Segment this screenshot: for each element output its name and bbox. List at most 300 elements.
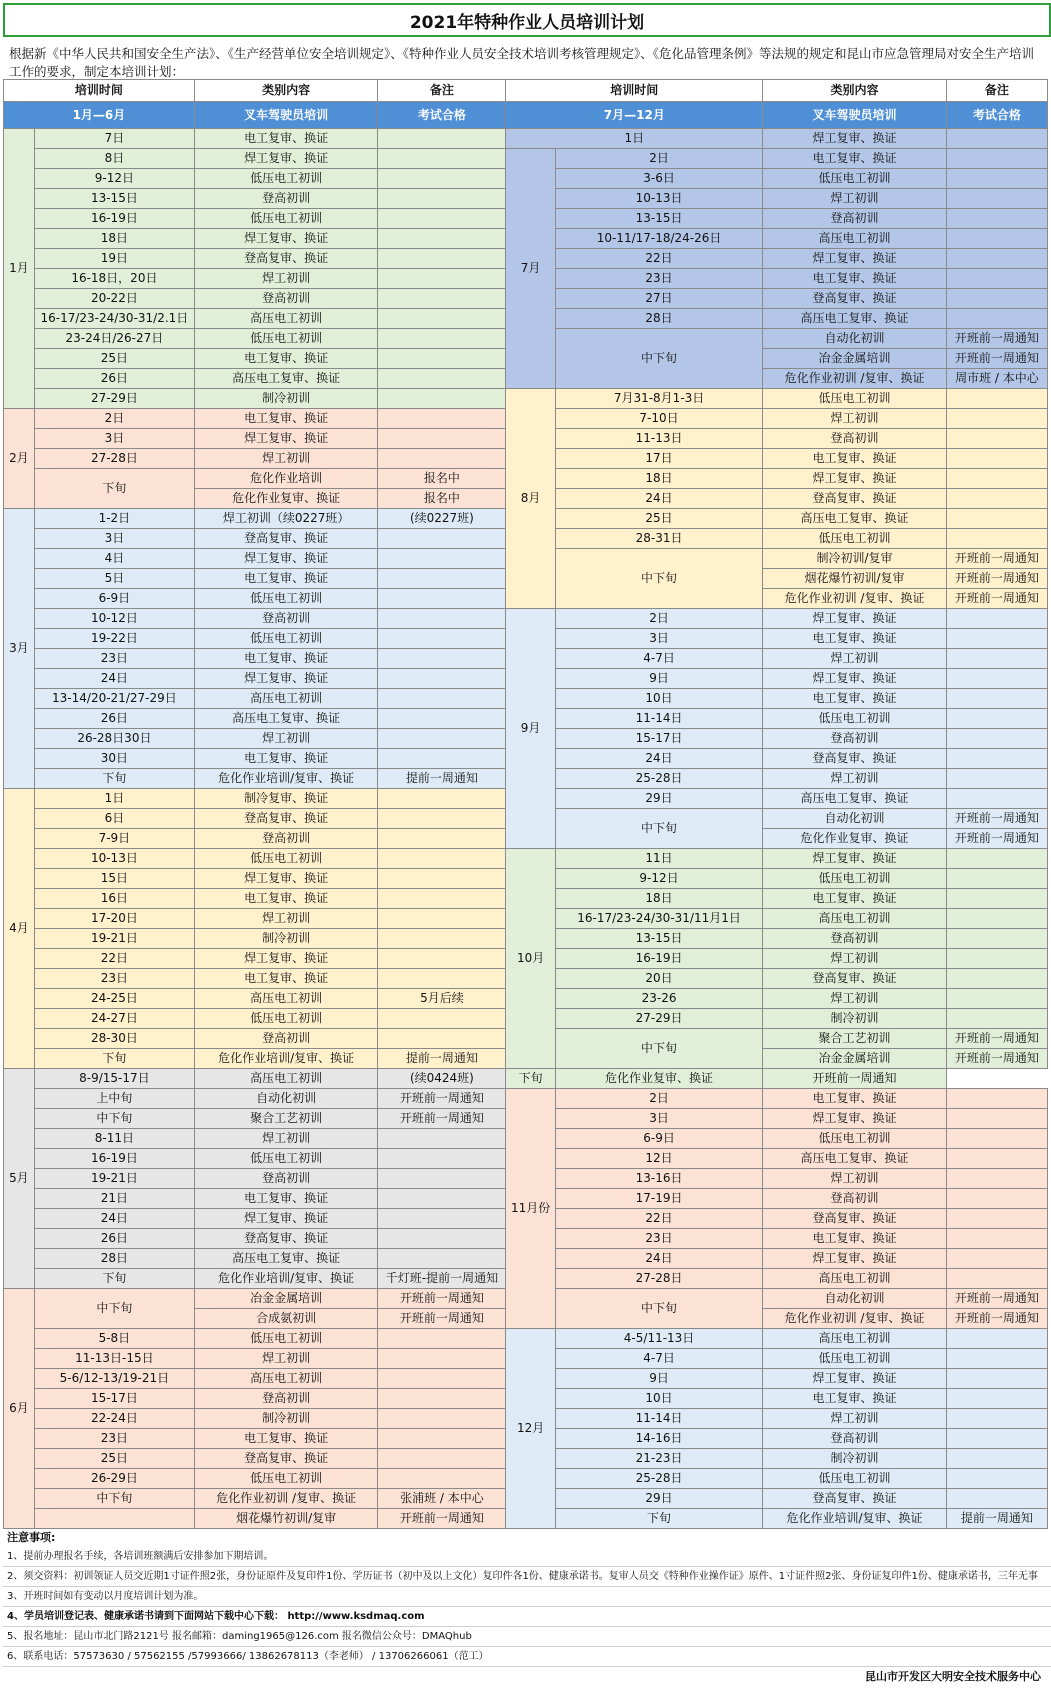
training-note-right bbox=[946, 449, 1047, 469]
training-date-left: 28日 bbox=[34, 1249, 194, 1269]
training-note-left bbox=[378, 1149, 506, 1169]
training-content-right: 登高初训 bbox=[763, 1429, 947, 1449]
note-item: 3、开班时间如有变动以月度培训计划为准。 bbox=[3, 1587, 1051, 1607]
training-note-left bbox=[378, 1249, 506, 1269]
header-content-right: 类别内容 bbox=[763, 80, 947, 102]
training-date-right: 29日 bbox=[555, 789, 762, 809]
training-note-right bbox=[946, 529, 1047, 549]
training-date-left: 30日 bbox=[34, 749, 194, 769]
training-note-left bbox=[378, 1009, 506, 1029]
training-date-left: 27-29日 bbox=[34, 389, 194, 409]
training-date-left: 下旬 bbox=[34, 769, 194, 789]
training-note-left bbox=[378, 1129, 506, 1149]
training-date-right: 2日 bbox=[555, 609, 762, 629]
training-note-left bbox=[378, 929, 506, 949]
training-content-right: 高压电工复审、换证 bbox=[763, 509, 947, 529]
training-date-left: 25日 bbox=[34, 349, 194, 369]
month-label-left: 1月 bbox=[4, 129, 35, 409]
training-content-left: 危化作业初训 /复审、换证 bbox=[194, 1489, 378, 1509]
training-note-right bbox=[946, 929, 1047, 949]
month-label-right: 11月份 bbox=[506, 1089, 556, 1329]
training-date-left: 9-12日 bbox=[34, 169, 194, 189]
month-label-right: 10月 bbox=[506, 849, 556, 1069]
training-note-right bbox=[946, 989, 1047, 1009]
training-content-left: 焊工复审、换证 bbox=[194, 869, 378, 889]
training-content-right: 低压电工初训 bbox=[763, 389, 947, 409]
training-date-left: 上中旬 bbox=[34, 1089, 194, 1109]
training-content-right: 焊工初训 bbox=[763, 989, 947, 1009]
training-content-right: 焊工复审、换证 bbox=[763, 469, 947, 489]
training-note-right: 周市班 / 本中心 bbox=[946, 369, 1047, 389]
training-date-right: 25-28日 bbox=[555, 1469, 762, 1489]
training-content-right: 登高复审、换证 bbox=[763, 1209, 947, 1229]
training-date-right: 24日 bbox=[555, 1249, 762, 1269]
subheader-note-left: 考试合格 bbox=[378, 102, 506, 129]
training-content-right: 高压电工初训 bbox=[763, 229, 947, 249]
training-note-right bbox=[946, 1209, 1047, 1229]
training-date-left: 16-19日 bbox=[34, 1149, 194, 1169]
training-date-left: 26-28日30日 bbox=[34, 729, 194, 749]
training-date-right: 10日 bbox=[555, 689, 762, 709]
training-date-right: 17-19日 bbox=[555, 1189, 762, 1209]
training-note-left bbox=[378, 1329, 506, 1349]
training-note-left: 开班前一周通知 bbox=[378, 1089, 506, 1109]
training-content-left: 电工复审、换证 bbox=[194, 649, 378, 669]
training-content-left: 登高复审、换证 bbox=[194, 809, 378, 829]
training-note-right bbox=[946, 229, 1047, 249]
training-note-right: 开班前一周通知 bbox=[946, 1049, 1047, 1069]
training-content-right: 高压电工初训 bbox=[763, 1269, 947, 1289]
month-label-right: 12月 bbox=[506, 1329, 556, 1529]
training-note-left bbox=[378, 1469, 506, 1489]
training-date-right: 24日 bbox=[555, 749, 762, 769]
schedule-row bbox=[4, 129, 1048, 149]
training-note-right bbox=[946, 729, 1047, 749]
training-note-right bbox=[946, 1409, 1047, 1429]
training-content-right: 焊工初训 bbox=[763, 189, 947, 209]
schedule-row bbox=[4, 609, 1048, 629]
training-note-left: 报名中 bbox=[378, 469, 506, 489]
training-note-left bbox=[378, 809, 506, 829]
training-content-left: 低压电工初训 bbox=[194, 1469, 378, 1489]
training-note-left bbox=[378, 449, 506, 469]
training-note-right bbox=[946, 1129, 1047, 1149]
training-note-right: 开班前一周通知 bbox=[946, 349, 1047, 369]
training-date-left: 1日 bbox=[34, 789, 194, 809]
schedule-row bbox=[4, 849, 1048, 869]
training-note-right bbox=[946, 469, 1047, 489]
training-note-right bbox=[946, 289, 1047, 309]
training-date-right: 9日 bbox=[555, 669, 762, 689]
training-note-left bbox=[378, 1209, 506, 1229]
training-date-left: 3日 bbox=[34, 429, 194, 449]
training-date-left: 23日 bbox=[34, 1429, 194, 1449]
training-note-right: 开班前一周通知 bbox=[946, 1309, 1047, 1329]
training-date-right: 6-9日 bbox=[555, 1129, 762, 1149]
training-date-left: 10-13日 bbox=[34, 849, 194, 869]
schedule-row bbox=[4, 149, 1048, 169]
training-note-right bbox=[946, 1349, 1047, 1369]
training-note-left bbox=[378, 649, 506, 669]
schedule-row bbox=[4, 1089, 1048, 1109]
training-content-left: 登高初训 bbox=[194, 289, 378, 309]
schedule-row bbox=[4, 1329, 1048, 1349]
training-note-right bbox=[946, 149, 1047, 169]
training-date-right: 下旬 bbox=[555, 1509, 762, 1529]
training-note-left bbox=[378, 329, 506, 349]
training-note-left bbox=[378, 289, 506, 309]
training-date-left: 26日 bbox=[34, 369, 194, 389]
training-note-left bbox=[378, 149, 506, 169]
training-note-right bbox=[946, 1369, 1047, 1389]
subheader-note-right: 考试合格 bbox=[946, 102, 1047, 129]
training-date-left: 19日 bbox=[34, 249, 194, 269]
training-note-right bbox=[946, 1449, 1047, 1469]
training-date-right: 11日 bbox=[555, 849, 762, 869]
training-date-left: 11-13日-15日 bbox=[34, 1349, 194, 1369]
training-date-right: 18日 bbox=[555, 469, 762, 489]
training-content-left: 焊工初训 bbox=[194, 449, 378, 469]
training-date-right: 4-7日 bbox=[555, 649, 762, 669]
training-content-left: 低压电工初训 bbox=[194, 1329, 378, 1349]
month-label-left: 3月 bbox=[4, 509, 35, 789]
training-content-left: 危化作业培训/复审、换证 bbox=[194, 1269, 378, 1289]
training-content-left: 危化作业复审、换证 bbox=[194, 489, 378, 509]
month-label-left: 2月 bbox=[4, 409, 35, 509]
training-date-right: 15-17日 bbox=[555, 729, 762, 749]
training-content-left: 焊工初训 bbox=[194, 729, 378, 749]
training-note-right bbox=[946, 909, 1047, 929]
training-date-right: 29日 bbox=[555, 1489, 762, 1509]
training-note-left bbox=[378, 849, 506, 869]
training-content-right: 高压电工初训 bbox=[763, 909, 947, 929]
training-content-right: 电工复审、换证 bbox=[763, 1089, 947, 1109]
training-content-left: 合成氨初训 bbox=[194, 1309, 378, 1329]
training-date-left: 10-12日 bbox=[34, 609, 194, 629]
training-content-left: 焊工复审、换证 bbox=[194, 949, 378, 969]
training-content-right: 登高初训 bbox=[763, 1189, 947, 1209]
training-content-left: 低压电工初训 bbox=[194, 629, 378, 649]
training-date-right: 23-26 bbox=[555, 989, 762, 1009]
training-plan-sheet bbox=[3, 3, 1051, 1687]
training-date-right: 10-13日 bbox=[555, 189, 762, 209]
training-note-left: 张浦班 / 本中心 bbox=[378, 1489, 506, 1509]
training-note-left bbox=[378, 1229, 506, 1249]
training-content-right: 冶金金属培训 bbox=[763, 1049, 947, 1069]
training-content-right: 焊工初训 bbox=[763, 949, 947, 969]
training-date-left: 8日 bbox=[34, 149, 194, 169]
notes-section bbox=[3, 1529, 1051, 1667]
training-date-right: 3日 bbox=[555, 629, 762, 649]
month-label-right: 7月 bbox=[506, 149, 556, 389]
training-content-left: 低压电工初训 bbox=[194, 589, 378, 609]
training-date-left: 4日 bbox=[34, 549, 194, 569]
training-note-left bbox=[378, 189, 506, 209]
month-label-right: 9月 bbox=[506, 609, 556, 849]
training-note-right bbox=[946, 389, 1047, 409]
training-content-left: 电工复审、换证 bbox=[194, 1189, 378, 1209]
training-date-left: 中下旬 bbox=[34, 1109, 194, 1129]
training-note-right bbox=[946, 1429, 1047, 1449]
training-note-right bbox=[946, 1109, 1047, 1129]
training-date-left: 15日 bbox=[34, 869, 194, 889]
training-date-left: 5日 bbox=[34, 569, 194, 589]
schedule-body bbox=[4, 80, 1048, 1529]
training-content-left: 电工复审、换证 bbox=[194, 1429, 378, 1449]
header-row bbox=[4, 80, 1048, 102]
training-note-left: (续0227班) bbox=[378, 509, 506, 529]
training-content-right: 焊工复审、换证 bbox=[763, 849, 947, 869]
training-date-right: 17日 bbox=[555, 449, 762, 469]
training-content-left: 电工复审、换证 bbox=[194, 569, 378, 589]
training-content-left: 高压电工初训 bbox=[194, 689, 378, 709]
training-content-right: 电工复审、换证 bbox=[763, 449, 947, 469]
training-note-left bbox=[378, 909, 506, 929]
training-date-left: 23日 bbox=[34, 969, 194, 989]
training-date-right: 16-17/23-24/30-31/11月1日 bbox=[555, 909, 762, 929]
training-content-right: 焊工复审、换证 bbox=[763, 669, 947, 689]
training-note-right bbox=[946, 709, 1047, 729]
training-note-left bbox=[378, 669, 506, 689]
header-note-left: 备注 bbox=[378, 80, 506, 102]
schedule-table bbox=[3, 79, 1048, 1529]
training-date-right: 3-6日 bbox=[555, 169, 762, 189]
training-content-right: 焊工复审、换证 bbox=[763, 609, 947, 629]
training-content-left: 烟花爆竹初训/复审 bbox=[194, 1509, 378, 1529]
training-note-right bbox=[946, 1389, 1047, 1409]
training-date-right: 24日 bbox=[555, 489, 762, 509]
training-date-right: 9-12日 bbox=[555, 869, 762, 889]
training-content-right: 电工复审、换证 bbox=[763, 269, 947, 289]
training-note-right: 开班前一周通知 bbox=[946, 589, 1047, 609]
training-date-left: 7日 bbox=[34, 129, 194, 149]
training-content-left: 制冷初训 bbox=[194, 389, 378, 409]
training-content-left: 登高初训 bbox=[194, 189, 378, 209]
training-date-left: 3日 bbox=[34, 529, 194, 549]
training-date-right: 25-28日 bbox=[555, 769, 762, 789]
training-content-right: 电工复审、换证 bbox=[763, 689, 947, 709]
training-content-right: 危化作业复审、换证 bbox=[763, 829, 947, 849]
training-content-right: 焊工复审、换证 bbox=[763, 129, 947, 149]
training-content-left: 制冷初训 bbox=[194, 929, 378, 949]
training-content-right: 低压电工初训 bbox=[763, 1349, 947, 1369]
training-note-right: 开班前一周通知 bbox=[946, 1029, 1047, 1049]
training-note-left bbox=[378, 589, 506, 609]
training-content-left: 低压电工初训 bbox=[194, 1009, 378, 1029]
training-note-right bbox=[946, 849, 1047, 869]
schedule-row bbox=[4, 1069, 1048, 1089]
training-date-right: 12日 bbox=[555, 1149, 762, 1169]
training-content-right: 电工复审、换证 bbox=[763, 1389, 947, 1409]
training-date-right: 3日 bbox=[555, 1109, 762, 1129]
training-note-right: 开班前一周通知 bbox=[946, 829, 1047, 849]
training-date-left bbox=[34, 1509, 194, 1529]
training-content-right: 低压电工初训 bbox=[763, 869, 947, 889]
training-note-left bbox=[378, 269, 506, 289]
training-content-left: 焊工复审、换证 bbox=[194, 669, 378, 689]
training-note-left: 报名中 bbox=[378, 489, 506, 509]
training-content-left: 登高初训 bbox=[194, 829, 378, 849]
training-date-left: 8-11日 bbox=[34, 1129, 194, 1149]
training-date-right: 中下旬 bbox=[555, 1289, 762, 1329]
training-date-left: 22日 bbox=[34, 949, 194, 969]
training-date-left: 6日 bbox=[34, 809, 194, 829]
training-date-right: 22日 bbox=[555, 1209, 762, 1229]
header-note-right: 备注 bbox=[946, 80, 1047, 102]
training-content-right: 登高初训 bbox=[763, 209, 947, 229]
training-note-left bbox=[378, 1189, 506, 1209]
training-date-right: 10-11/17-18/24-26日 bbox=[555, 229, 762, 249]
training-note-right: 开班前一周通知 bbox=[946, 809, 1047, 829]
training-content-right: 低压电工初训 bbox=[763, 529, 947, 549]
training-note-right bbox=[946, 1089, 1047, 1109]
training-note-right bbox=[946, 949, 1047, 969]
training-content-right: 低压电工初训 bbox=[763, 1469, 947, 1489]
training-note-left bbox=[378, 429, 506, 449]
training-content-left: 危化作业培训 bbox=[194, 469, 378, 489]
training-date-left: 17-20日 bbox=[34, 909, 194, 929]
training-note-right: 开班前一周通知 bbox=[946, 569, 1047, 589]
training-date-right: 23日 bbox=[555, 1229, 762, 1249]
training-date-left: 中下旬 bbox=[34, 1489, 194, 1509]
training-note-right bbox=[946, 649, 1047, 669]
training-note-left bbox=[378, 1389, 506, 1409]
training-content-right: 危化作业培训/复审、换证 bbox=[763, 1509, 947, 1529]
training-note-right: 开班前一周通知 bbox=[763, 1069, 947, 1089]
training-content-left: 冶金金属培训 bbox=[194, 1289, 378, 1309]
training-note-right bbox=[946, 269, 1047, 289]
training-note-left: 开班前一周通知 bbox=[378, 1109, 506, 1129]
training-date-right: 22日 bbox=[555, 249, 762, 269]
training-content-left: 危化作业培训/复审、换证 bbox=[194, 769, 378, 789]
note-item-download: 4、学员培训登记表、健康承诺书请到下面网站下载中心下载： http://www.ksdmaq.com bbox=[3, 1607, 1051, 1627]
training-note-right bbox=[946, 1269, 1047, 1289]
training-content-right: 电工复审、换证 bbox=[763, 889, 947, 909]
training-note-right: 提前一周通知 bbox=[946, 1509, 1047, 1529]
training-note-left bbox=[378, 569, 506, 589]
training-content-left: 危化作业培训/复审、换证 bbox=[194, 1049, 378, 1069]
training-content-right: 登高复审、换证 bbox=[763, 969, 947, 989]
training-content-right: 焊工复审、换证 bbox=[763, 1109, 947, 1129]
training-note-right bbox=[946, 669, 1047, 689]
training-note-left bbox=[378, 169, 506, 189]
training-note-right bbox=[946, 629, 1047, 649]
training-date-right: 13-16日 bbox=[555, 1169, 762, 1189]
training-content-left: 焊工初训 bbox=[194, 909, 378, 929]
training-date-left: 19-21日 bbox=[34, 1169, 194, 1189]
training-note-left bbox=[378, 749, 506, 769]
training-date-right: 1日 bbox=[506, 129, 763, 149]
training-date-left: 22-24日 bbox=[34, 1409, 194, 1429]
training-content-right: 焊工复审、换证 bbox=[763, 1369, 947, 1389]
training-note-left: 5月后续 bbox=[378, 989, 506, 1009]
training-content-right: 烟花爆竹初训/复审 bbox=[763, 569, 947, 589]
training-date-left: 23-24日/26-27日 bbox=[34, 329, 194, 349]
training-date-right: 21-23日 bbox=[555, 1449, 762, 1469]
training-note-left: 开班前一周通知 bbox=[378, 1309, 506, 1329]
note-item-address: 5、报名地址：昆山市北门路2121号 报名邮箱：daming1965@126.com 报名微信公众号：DMAQhub bbox=[3, 1627, 1051, 1647]
training-date-left: 28-30日 bbox=[34, 1029, 194, 1049]
training-note-right bbox=[946, 1229, 1047, 1249]
training-date-left: 26-29日 bbox=[34, 1469, 194, 1489]
note-item: 2、须交资料：初训领证人员交近期1寸证件照2张，身份证原件及复印件1份、学历证书（初中及以上文化）复印件各1份、健康承诺书。复审人员交《特种作业操作证》原件、1寸证件照2张、身份证复印件1份、健康承诺书，三年无事 bbox=[3, 1567, 1051, 1587]
training-date-right: 7月31-8月1-3日 bbox=[555, 389, 762, 409]
training-note-right bbox=[946, 189, 1047, 209]
training-content-right: 危化作业初训 /复审、换证 bbox=[763, 369, 947, 389]
training-content-left: 低压电工初训 bbox=[194, 849, 378, 869]
training-content-right: 登高复审、换证 bbox=[763, 1489, 947, 1509]
training-date-left: 16-18日，20日 bbox=[34, 269, 194, 289]
training-content-right: 电工复审、换证 bbox=[763, 629, 947, 649]
training-date-right: 28-31日 bbox=[555, 529, 762, 549]
training-content-left: 低压电工初训 bbox=[194, 329, 378, 349]
training-content-left: 制冷初训 bbox=[194, 1409, 378, 1429]
intro-paragraph: 根据新《中华人民共和国安全生产法》、《生产经营单位安全培训规定》、《特种作业人员安全技术培训考核管理规定》、《危化品管理条例》等法规的规定和昆山市应急管理局对安全生产培训工作的要求，制定本培训计划： bbox=[9, 46, 1035, 79]
training-note-right bbox=[946, 769, 1047, 789]
schedule-row bbox=[4, 389, 1048, 409]
subheader-content-left: 叉车驾驶员培训 bbox=[194, 102, 378, 129]
training-content-right: 登高初训 bbox=[763, 729, 947, 749]
training-note-left bbox=[378, 949, 506, 969]
training-date-left: 24日 bbox=[34, 669, 194, 689]
training-note-left bbox=[378, 1349, 506, 1369]
training-note-right bbox=[946, 789, 1047, 809]
training-date-right: 9日 bbox=[555, 1369, 762, 1389]
training-content-right: 焊工初训 bbox=[763, 649, 947, 669]
training-content-right: 自动化初训 bbox=[763, 1289, 947, 1309]
footer-organization: 昆山市开发区大明安全技术服务中心 bbox=[865, 1670, 1041, 1683]
training-content-left: 高压电工初训 bbox=[194, 1369, 378, 1389]
training-note-right bbox=[946, 969, 1047, 989]
training-note-right: 开班前一周通知 bbox=[946, 1289, 1047, 1309]
training-date-left: 7-9日 bbox=[34, 829, 194, 849]
training-content-left: 电工复审、换证 bbox=[194, 969, 378, 989]
training-content-right: 低压电工初训 bbox=[763, 1129, 947, 1149]
header-time-right: 培训时间 bbox=[506, 80, 763, 102]
training-note-left bbox=[378, 1409, 506, 1429]
training-note-left: 开班前一周通知 bbox=[378, 1289, 506, 1309]
training-content-right: 焊工复审、换证 bbox=[763, 1249, 947, 1269]
training-content-left: 登高复审、换证 bbox=[194, 529, 378, 549]
training-date-right: 中下旬 bbox=[555, 1029, 762, 1069]
training-note-right bbox=[946, 1489, 1047, 1509]
training-content-right: 制冷初训 bbox=[763, 1009, 947, 1029]
training-content-left: 登高初训 bbox=[194, 1029, 378, 1049]
training-content-left: 焊工初训 bbox=[194, 1349, 378, 1369]
training-content-left: 登高初训 bbox=[194, 1169, 378, 1189]
header-time-left: 培训时间 bbox=[4, 80, 195, 102]
training-content-left: 电工复审、换证 bbox=[194, 749, 378, 769]
training-content-right: 低压电工初训 bbox=[763, 709, 947, 729]
training-content-right: 电工复审、换证 bbox=[763, 1229, 947, 1249]
training-date-left: 16日 bbox=[34, 889, 194, 909]
training-date-left: 中下旬 bbox=[34, 1289, 194, 1329]
training-content-left: 制冷复审、换证 bbox=[194, 789, 378, 809]
training-content-left: 自动化初训 bbox=[194, 1089, 378, 1109]
training-note-left bbox=[378, 889, 506, 909]
training-content-right: 电工复审、换证 bbox=[763, 149, 947, 169]
training-note-left bbox=[378, 309, 506, 329]
training-content-left: 高压电工复审、换证 bbox=[194, 709, 378, 729]
training-note-right bbox=[946, 1189, 1047, 1209]
training-content-left: 焊工复审、换证 bbox=[194, 149, 378, 169]
training-date-right: 10日 bbox=[555, 1389, 762, 1409]
training-date-left: 下旬 bbox=[34, 1049, 194, 1069]
training-date-left: 18日 bbox=[34, 229, 194, 249]
note-item-phone: 6、联系电话：57573630 / 57562155 /57993666/ 13862678113（李老师） / 13706266061（范工） bbox=[3, 1647, 1051, 1667]
training-note-right bbox=[946, 1169, 1047, 1189]
training-content-right: 登高初训 bbox=[763, 429, 947, 449]
